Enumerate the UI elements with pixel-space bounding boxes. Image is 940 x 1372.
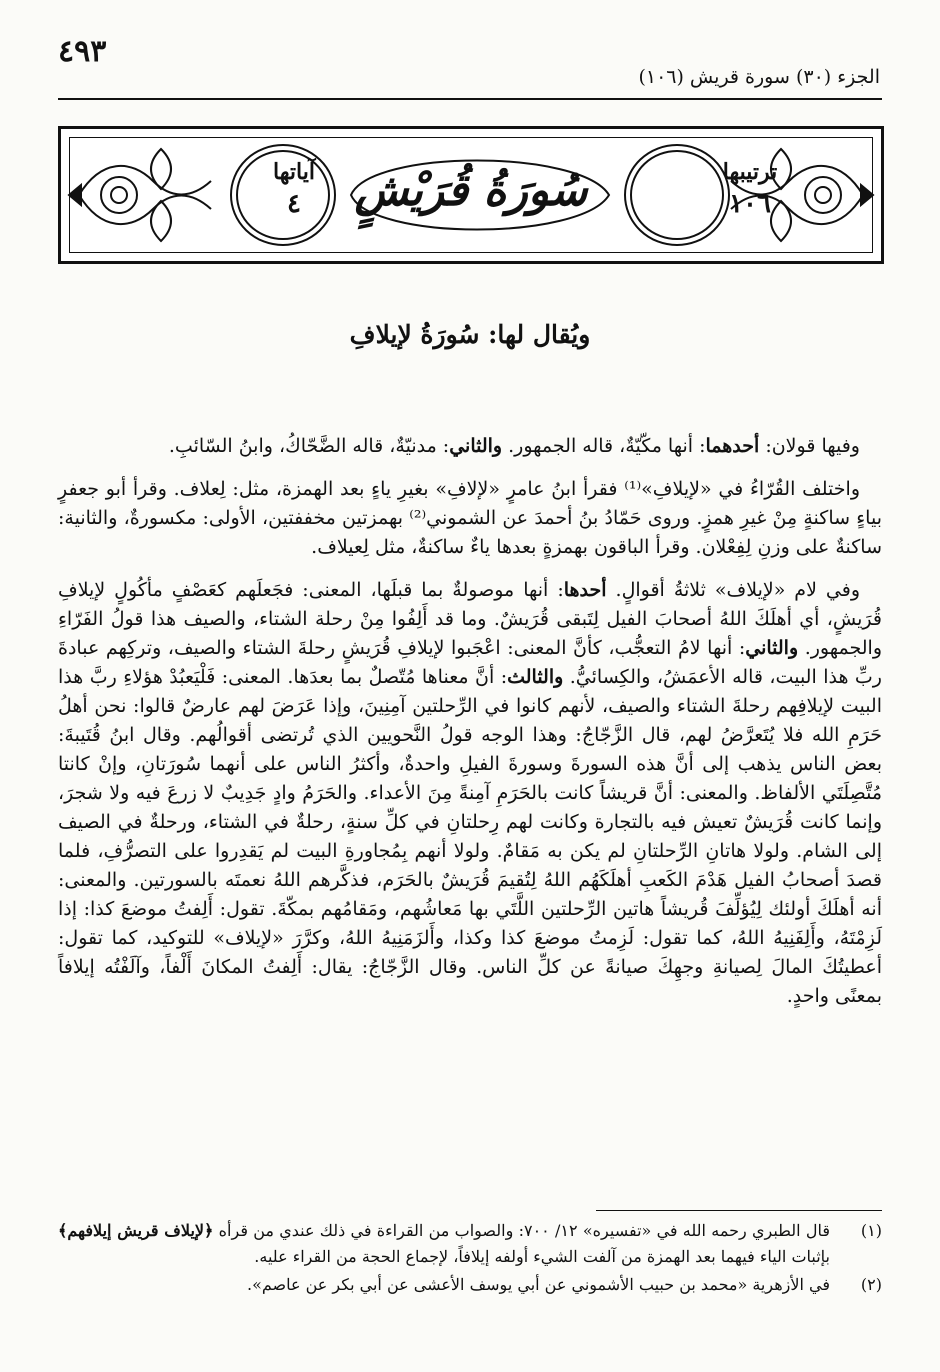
text-run: قال الطبري رحمه الله في «تفسيره» ١٢/ ٧٠٠: والصواب من القراءة في ذلك عندي من قرأه [213, 1221, 830, 1240]
text-run: : أنها لامُ التعجُّب، كأنَّ المعنى: اعْجَبوا لإيلافِ قُرَيشٍ رحلةَ الشتاء والصيف، وتركِهم عبادةَ ربِّ هذا البيت، قاله الأعمَشُ، والكِسائيُّ. [58, 637, 882, 688]
bold-term: والثاني [745, 637, 799, 659]
footnote-marker: (١) [860, 1221, 882, 1240]
bold-term: والثالث [507, 666, 564, 688]
surah-banner [58, 126, 884, 264]
paragraph-readings: واختلف القُرّاءُ في «لإيلافِ»⁽¹⁾ فقرأ ابنُ عامرٍ «لإلافِ» بغيرِ ياءٍ بعد الهمزة، مثل: لِعلاف. وقرأ أبو جعفرٍ بياءٍ ساكنةٍ مِنْ غيرِ همزٍ. وروى حَمّادُ بنُ أحمدَ عن الشموني⁽²⁾ بهمزتين مخففتين، الأولى: مكسورةٌ، والثانية: ساكنةٌ على وزنِ لِفِعْلان. وقرأ الباقون بهمزةٍ بعدها ياءٌ ساكنةٌ، مثل لِعيلاف. [58, 478, 882, 558]
footnote-1 [58, 1218, 882, 1270]
paragraph-meanings [58, 576, 882, 1011]
bold-term: أحدها [563, 579, 607, 601]
alternate-name-heading: ويُقال لها: سُورَةُ لإيلافِ [349, 320, 591, 349]
surah-title: سُورَةُ قُرَيْشٍ [354, 165, 588, 216]
text-run: وفيها قولان: [759, 435, 860, 457]
footnote-2 [58, 1272, 882, 1298]
header-rule [58, 98, 882, 100]
rank-number: ١٠٦ [729, 189, 771, 219]
commentary-body [58, 432, 882, 1025]
bold-term: ﴿لإيلاف قريش إيلافهم﴾ [58, 1221, 214, 1240]
running-header: الجزء (٣٠) سورة قريش (١٠٦) [638, 66, 880, 88]
bold-term: والثاني [449, 435, 503, 457]
text-run: : مدنيّةٌ، قاله الضَّحّاكُ، وابنُ السّائبِ. [168, 435, 450, 457]
footnote-rule [596, 1210, 882, 1211]
footnote-text [58, 1218, 830, 1270]
verses-number: ٤ [287, 189, 301, 219]
text-run: بإثبات الياء فيهما بعد الهمزة من آلفت الشيء أولفه إيلافاً، لإجماع الحجة من القراء عليه. [254, 1247, 830, 1266]
footnote-text: في الأزهرية «محمد بن حبيب الأشموني عن أبي يوسف الأعشى عن أبي بكر عن عاصم». [247, 1275, 830, 1294]
bold-term: أحدهما [705, 435, 760, 457]
paragraph-revelation [58, 432, 882, 461]
footnotes [58, 1218, 882, 1300]
page-number: ٤٩٣ [58, 34, 107, 69]
text-run: : أنها موصولةٌ بما قبلَها، المعنى: فجَعلَهم كعَصْفٍ مأكُولٍ لإيلافِ قُرَيشٍ، أي أهلَكَ اللهُ أصحابَ الفيل لِتَبقى قُرَيشٌ. وما قد أَلِفُوا مِنْ رحلة الشتاء، والصيف هذا قولُ الفَرّاءِ والجمهور. [58, 579, 882, 659]
rank-label: ترتيبها [722, 159, 778, 185]
footnote-marker: (٢) [860, 1275, 882, 1294]
verses-label: آياتها [273, 159, 315, 185]
text-run: : أنها مكّيّةٌ، قاله الجمهور. [502, 435, 706, 457]
text-run: وفي لام «لإيلاف» ثلاثةُ أقوالٍ. [606, 579, 860, 601]
text-run: : أنَّ معناها مُتّصلٌ بما بعدَها. المعنى: فَلْيَعبُدْ هؤلاءِ ربَّ هذا البيت لإيلافِهم رحلةَ الشتاء والصيف، لأنهم كانوا في الرِّحلتين آمِنِينَ، وإذا عَرَضَ لهم عارضٌ قالوا: نحن أهلُ حَرَمِ الله فلا يُتَعرَّضُ لهم، قال الزَّجّاجُ: وهذا الوجه قولُ النَّحويين الذي تُرتضى أقوالُهم. وقال ابنُ قُتَيبةَ: بعض الناس يذهب إلى أنَّ هذه السورةَ وسورةَ الفيلِ واحدةٌ، وأكثرُ الناس على أنهما سُورَتانِ، وإنْ كانتا مُتَّصِلَتَي الألفاظ. والمعنى: أنَّ قريشاً كانت بالحَرَمِ آمِنةً مِنَ الأعداء. والحَرَمُ وادٍ جَدِيبٌ لا زرعَ فيه ولا شجرَ، وإنما كانت قُرَيشٌ تعيش فيه بالتجارة وكانت لهم رِحلتانِ في كلِّ سنةٍ، رحلةٌ في الشتاء، ورحلةٌ في الصيف إلى الشام. ولولا هاتانِ الرِّحلتانِ لم يكن به مَقامٌ. ولولا أنهم بِمُجاورةِ البيت لم يَقدِروا على التصرُّفِ، فلما قصدَ أصحابُ الفيل هَدْمَ الكَعبِ أهلَكَهُم اللهُ لِتُقيمَ قُرَيشٌ بالحَرَم، فذكَّرهم اللهُ نعمتَه بالسورتين. والمعنى: أنه أهلَكَ أولئك لِيُؤلِّفَ قُريشاً هاتين الرِّحلتين اللَّتَي بها مَعاشُهم، ومَقامُهم بمكّةَ. تقول: أَلِفتُ موضعَ كذا: إذا لَزِمْتَهُ، وأَلِفَنِيهُ اللهُ، كما تقول: لَزِمتُ موضعَ كذا وكذا، وأَلزَمَنِيهُ اللهُ، وكرَّرَ «لإيلاف» للتوكيد، كما تقول: أعطيتُكَ المالَ لِصيانةِ وجهِكَ صيانةً عن كلِّ الناس. وقال الزَّجّاجُ: يقال: أَلِفتُ المكانَ أَلْفاً، وآلَفْتُه إيلافاً بمعنًى واحدٍ. [58, 666, 882, 1007]
